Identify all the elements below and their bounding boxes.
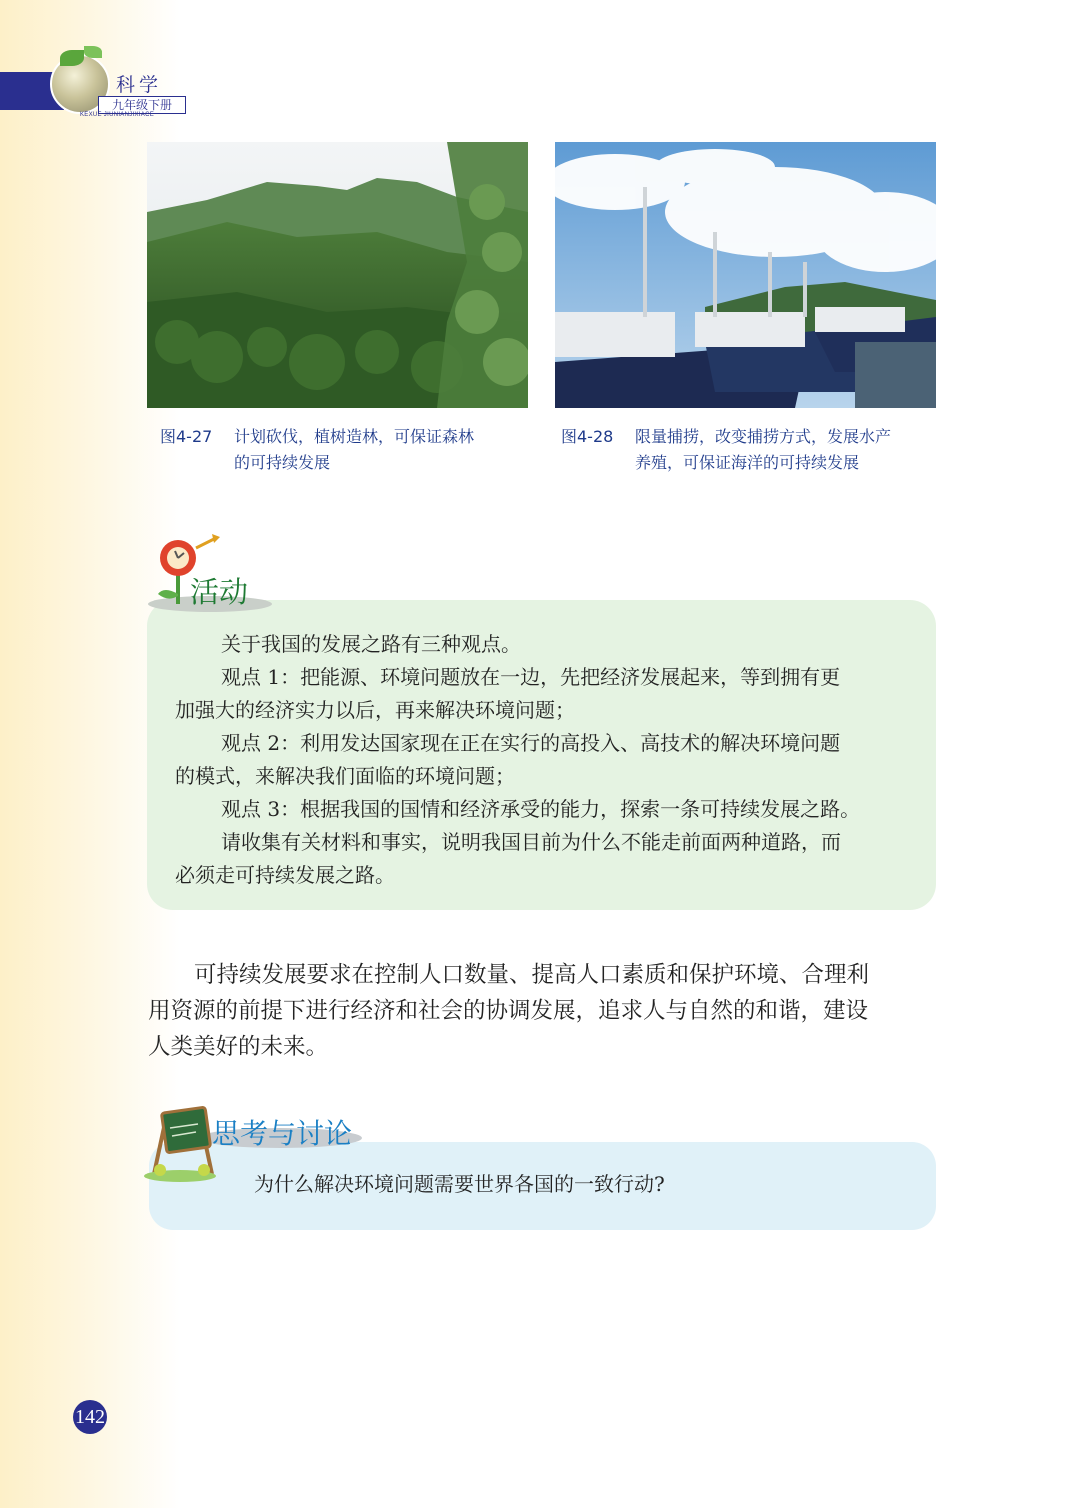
activity-text-line: 加强大的经济实力以后，再来解决环境问题； — [175, 698, 575, 722]
activity-text-line: 观点 2：利用发达国家现在正在实行的高投入、高技术的解决环境问题 — [221, 731, 841, 755]
figure-caption — [160, 424, 530, 476]
figure-caption-text: 的可持续发展 — [234, 453, 331, 472]
body-text-line: 用资源的前提下进行经济和社会的协调发展，追求人与自然的和谐，建设 — [148, 998, 869, 1024]
fishing-boats-photo — [555, 142, 936, 408]
discussion-question: 为什么解决环境问题需要世界各国的一致行动? — [254, 1172, 665, 1196]
activity-text-line: 观点 1：把能源、环境问题放在一边，先把经济发展起来，等到拥有更 — [221, 665, 841, 689]
activity-text-line: 关于我国的发展之路有三种观点。 — [221, 632, 521, 656]
book-grade: 九年级下册 — [98, 96, 186, 114]
figure-number: 图4-27 — [160, 427, 213, 446]
body-text-line: 可持续发展要求在控制人口数量、提高人口素质和保护环境、合理利 — [194, 962, 870, 988]
activity-text-line: 观点 3：根据我国的国情和经济承受的能力，探索一条可持续发展之路。 — [221, 797, 861, 821]
figure-caption — [561, 424, 941, 476]
figure-caption-text: 计划砍伐，植树造林，可保证森林 — [234, 427, 475, 446]
figure-caption-text: 限量捕捞，改变捕捞方式，发展水产 — [635, 427, 892, 446]
forest-photo — [147, 142, 528, 408]
figure-number: 图4-28 — [561, 427, 614, 446]
page-number: 142 — [73, 1400, 107, 1434]
activity-text-line: 必须走可持续发展之路。 — [175, 863, 395, 887]
activity-title: 活动 — [190, 575, 249, 609]
discussion-title: 思考与讨论 — [212, 1117, 353, 1150]
leaf-icon — [60, 50, 84, 66]
activity-text-line: 的模式，来解决我们面临的环境问题； — [175, 764, 515, 788]
activity-text-line: 请收集有关材料和事实，说明我国目前为什么不能走前面两种道路，而 — [221, 830, 841, 854]
leaf-icon — [84, 46, 102, 58]
figure-caption-text: 养殖，可保证海洋的可持续发展 — [635, 453, 860, 472]
book-subject: 科学 — [116, 74, 163, 96]
body-text-line: 人类美好的未来。 — [148, 1034, 329, 1060]
book-pinyin: KEXUE JIUNIANJIXIACE — [80, 112, 155, 118]
